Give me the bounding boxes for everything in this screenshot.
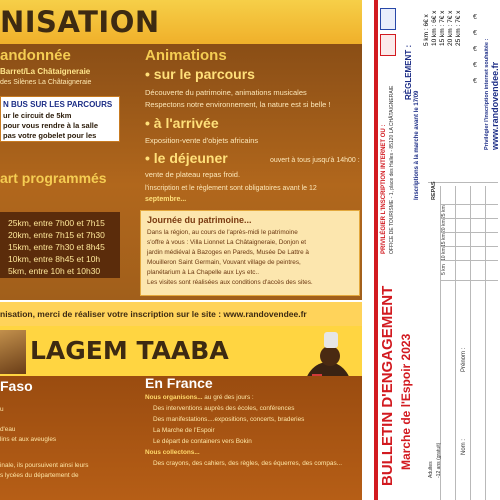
randonnee-heading: andonnée xyxy=(0,47,71,64)
patrimoine-line-5: planétarium à La Chapelle aux Lys etc.. xyxy=(147,269,260,276)
bus-line-1: ur le circuit de 5km xyxy=(3,111,72,120)
logo-randovendee xyxy=(380,8,396,30)
grid-row-2 xyxy=(440,218,498,219)
bus-line-3: pas votre gobelet pour les xyxy=(3,131,97,140)
dejeuner-extra: ouvert à tous jusqu'à 14h00 : xyxy=(270,157,360,164)
france-item-4: Le départ de containers vers Bokin xyxy=(153,438,252,445)
grid-row-3 xyxy=(440,232,498,233)
privilege-note: PRIVILÉGIER L'INSCRIPTION INTERNET OU : xyxy=(381,124,387,254)
reglement-heading: RÈGLEMENT : xyxy=(404,44,413,100)
col-25km: 25 km xyxy=(441,205,447,219)
burkina-line-2: d'eau xyxy=(0,426,16,433)
tarif-15km: 15 km : 7€ x xyxy=(439,10,446,46)
bulletin-title: BULLETIN D'ENGAGEMENT xyxy=(379,285,396,486)
enfants-label: -12 ans (gratuit) xyxy=(436,442,442,478)
patrimoine-line-6: Les visites sont réalisées aux conditions d'accès des sites. xyxy=(147,279,313,286)
patrimoine-line-2: s'offre à vous : Villa Lionnet La Châtaigneraie, Donjon et xyxy=(147,239,307,246)
office-address: OFFICE DE TOURISME - 1, place des Halles - 85120 LA CHÂTAIGNERAIE xyxy=(389,85,395,254)
france-heading: En France xyxy=(145,375,213,391)
euro-2: € xyxy=(473,30,477,37)
patrimoine-title: Journée du patrimoine... xyxy=(147,215,252,225)
bus-title: N BUS SUR LES PARCOURS xyxy=(3,100,113,109)
burkina-line-3: lins et aux aveugles xyxy=(0,436,57,443)
red-stripe xyxy=(374,0,378,500)
depart-heading: art programmés xyxy=(0,170,107,186)
inscription-strip xyxy=(0,300,362,326)
grid-row-1 xyxy=(440,204,498,205)
dejeuner-title: • le déjeuner xyxy=(145,150,228,166)
inscription-text: nisation, merci de réaliser votre inscription sur le site : www.randovendee.fr xyxy=(0,309,307,319)
tarif-20km: 20 km : 7€ x xyxy=(447,10,454,46)
tarif-5km: 5 km : 6€ x xyxy=(423,14,430,46)
obligatoire-note-2: septembre... xyxy=(145,196,187,203)
randonnee-line-2: des Silènes La Châtaigneraie xyxy=(0,79,92,86)
departure-25km: 25km, entre 7h00 et 7h15 xyxy=(8,218,105,228)
euro-1: € xyxy=(473,14,477,21)
grid-col-3 xyxy=(470,186,471,500)
tarif-10km: 10 km : 6€ x xyxy=(431,10,438,46)
burkina-line-5: inale, ils poursuivent ainsi leurs xyxy=(0,462,89,469)
adultes-label: Adultes xyxy=(428,461,434,478)
patrimoine-line-3: jardin médiéval à Bazoges en Pareds, Musée De Lattre à xyxy=(147,249,309,256)
departures-box xyxy=(0,212,120,278)
dejeuner-line-1: vente de plateau repas froid. xyxy=(145,170,241,179)
departure-20km: 20km, entre 7h15 et 7h30 xyxy=(8,230,105,240)
animations-heading: Animations xyxy=(145,47,227,64)
patrimoine-box xyxy=(140,210,360,296)
table-divider xyxy=(428,182,498,183)
bus-info-box xyxy=(0,96,120,142)
burkina-line-6: s lycées du département de xyxy=(0,472,79,479)
euro-5: € xyxy=(473,78,477,85)
grid-row-5 xyxy=(440,260,498,261)
grid-row-4 xyxy=(440,246,498,247)
euro-3: € xyxy=(473,46,477,53)
grid-col-4 xyxy=(485,186,486,500)
euro-4: € xyxy=(473,62,477,69)
web-url[interactable]: www.randovendee.fr xyxy=(490,61,500,150)
france-item-3: La Marche de l'Espoir xyxy=(153,427,215,434)
grid-col-2 xyxy=(455,186,456,500)
parcours-title: • sur le parcours xyxy=(145,66,255,82)
patrimoine-line-4: Mouilleron Saint Germain, Vouvant village de peintres, xyxy=(147,259,301,266)
randonnee-line-1: Barret/La Châtaigneraie xyxy=(0,67,91,76)
france-item-1: Des interventions auprès des écoles, conférences xyxy=(153,405,295,412)
bulletin-subtitle: Marche de l'Espoir 2023 xyxy=(399,333,413,470)
arrivee-title: • à l'arrivée xyxy=(145,115,219,131)
departure-10km: 10km, entre 8h45 et 10h xyxy=(8,254,101,264)
col-20km: 20 km xyxy=(441,219,447,233)
collect-title: Nous collectons... xyxy=(145,449,200,456)
logo-office-tourisme xyxy=(380,34,396,56)
organisation-title: NISATION xyxy=(0,5,160,39)
photo-left xyxy=(0,330,26,374)
nom-label: Nom : xyxy=(461,438,467,455)
france-item-2: Des manifestations....expositions, concerts, braderies xyxy=(153,416,305,423)
prenom-label: Prénom : xyxy=(461,347,467,372)
collect-line: Des crayons, des cahiers, des règles, des équerres, des compas... xyxy=(153,460,342,467)
arrivee-line-1: Exposition-vente d'objets africains xyxy=(145,136,259,145)
departure-15km: 15km, entre 7h30 et 8h45 xyxy=(8,242,105,252)
lagem-taaba-title: LAGEM TAABA xyxy=(30,336,229,365)
col-5km: 5 km xyxy=(441,264,447,275)
col-10km: 10 km xyxy=(441,247,447,261)
patrimoine-line-1: Dans la région, au cours de l'après-midi le patrimoine xyxy=(147,229,298,236)
france-intro: Nous organisons... au gré des jours : xyxy=(145,394,254,401)
grid-row-6 xyxy=(440,280,498,281)
inscription-deadline: Inscriptions à la marche avant le 17/09 xyxy=(414,90,420,200)
repas-label: REPAS xyxy=(431,181,437,200)
organisation-header-band xyxy=(0,0,362,44)
parcours-line-1: Découverte du patrimoine, animations musicales xyxy=(145,88,307,97)
association-section xyxy=(0,376,362,500)
burkina-line-1: u xyxy=(0,406,4,413)
web-note: Privilégier l'inscription internet souhaitée : xyxy=(484,38,490,150)
col-15km: 15 km xyxy=(441,233,447,247)
burkina-heading: Faso xyxy=(0,378,33,394)
tarif-25km: 25 km : 7€ x xyxy=(455,10,462,46)
parcours-line-2: Respectons notre environnement, la nature est si belle ! xyxy=(145,100,331,109)
departure-5km: 5km, entre 10h et 10h30 xyxy=(8,266,101,276)
bus-line-2: pour vous rendre à la salle xyxy=(3,121,99,130)
obligatoire-note: l'inscription et le règlement sont obligatoires avant le 12 xyxy=(145,185,317,192)
